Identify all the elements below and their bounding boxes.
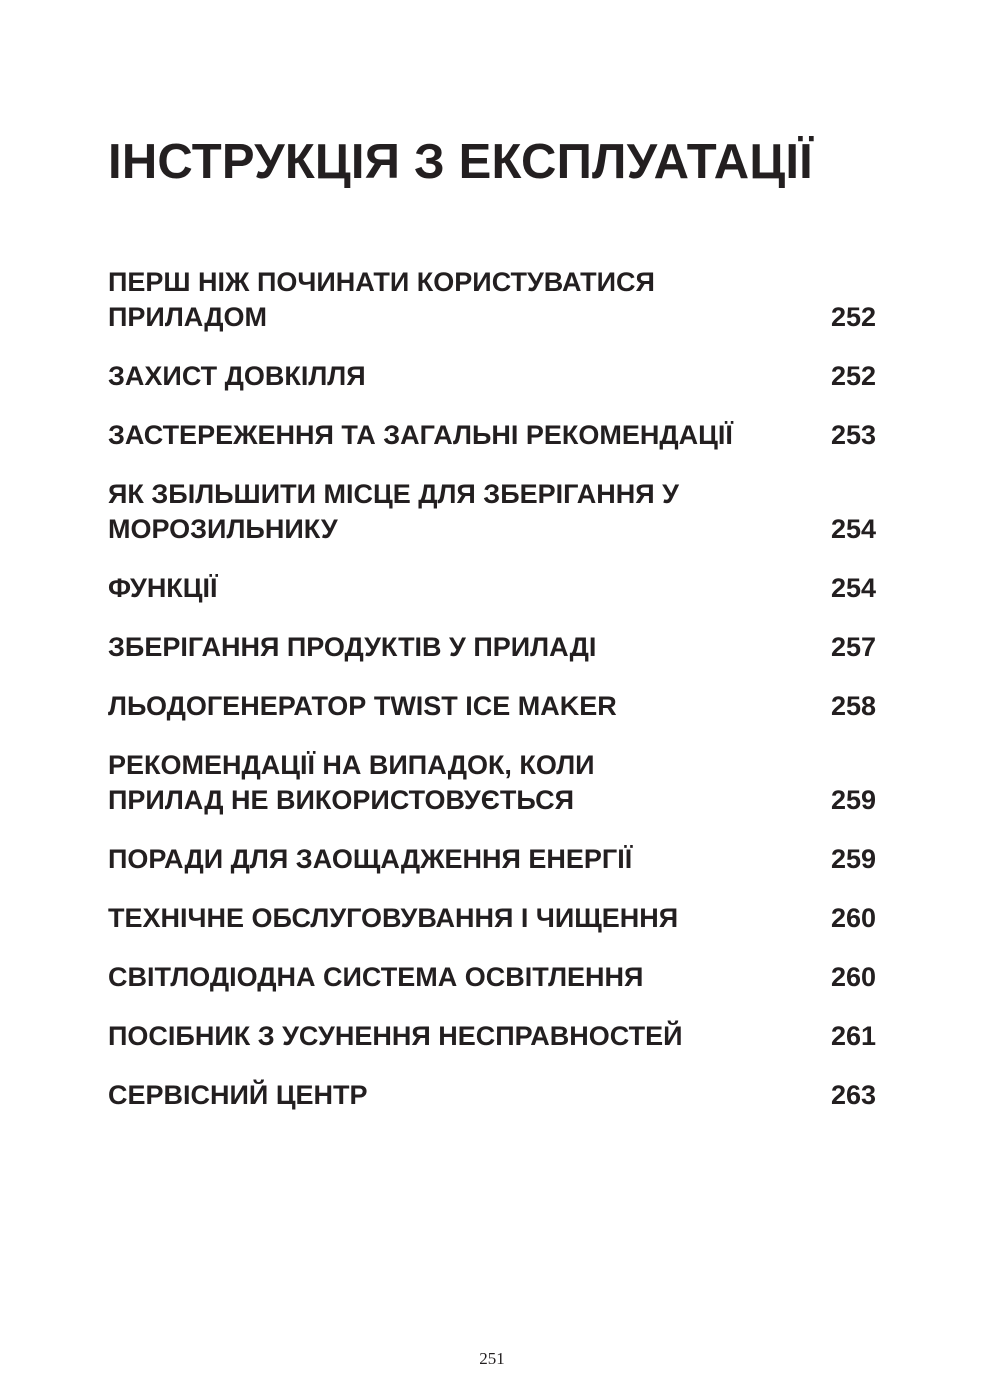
toc-entry-page: 252 (830, 302, 876, 332)
toc-entry[interactable] (108, 748, 876, 818)
toc-entry[interactable] (108, 901, 876, 936)
toc-entry-title-line: СЕРВІСНИЙ ЦЕНТР (108, 1080, 368, 1110)
toc-entry-title (108, 265, 655, 335)
toc-entry-page: 260 (830, 903, 876, 933)
toc-entry-title-line: ПОСІБНИК З УСУНЕННЯ НЕСПРАВНОСТЕЙ (108, 1021, 683, 1051)
toc-entry-title (108, 571, 217, 606)
toc-entry-title (108, 418, 733, 453)
toc-entry-page: 252 (830, 361, 876, 391)
toc-entry-title-line: ТЕХНІЧНЕ ОБСЛУГОВУВАННЯ І ЧИЩЕННЯ (108, 903, 679, 933)
toc-entry-title-line: МОРОЗИЛЬНИКУ (108, 514, 338, 544)
toc-entry-title (108, 1078, 368, 1113)
toc-entry[interactable] (108, 359, 876, 394)
toc-entry-page: 261 (830, 1021, 876, 1051)
toc-entry-page: 263 (830, 1080, 876, 1110)
toc-entry-title-line: ЗБЕРІГАННЯ ПРОДУКТІВ У ПРИЛАДІ (108, 632, 597, 662)
toc-entry[interactable] (108, 630, 876, 665)
toc-entry-title (108, 359, 366, 394)
toc-entry-title (108, 901, 678, 936)
toc-entry[interactable] (108, 842, 876, 877)
toc-entry[interactable] (108, 477, 876, 547)
toc-entry-title-line: ПОРАДИ ДЛЯ ЗАОЩАДЖЕННЯ ЕНЕРГІЇ (108, 844, 633, 874)
toc-entry-title-line: СВІТЛОДІОДНА СИСТЕМА ОСВІТЛЕННЯ (108, 962, 644, 992)
page-number: 251 (479, 1349, 505, 1368)
toc-entry-title (108, 477, 679, 547)
toc-entry[interactable] (108, 1078, 876, 1113)
toc-entry-title-line: ЛЬОДОГЕНЕРАТОР TWIST ICE MAKER (108, 691, 617, 721)
toc-entry-title (108, 960, 643, 995)
toc-entry-page: 254 (830, 514, 876, 544)
toc-entry-title-line: ЗАСТЕРЕЖЕННЯ ТА ЗАГАЛЬНІ РЕКОМЕНДАЦІЇ (108, 420, 733, 450)
toc-entry-title-line: ПЕРШ НІЖ ПОЧИНАТИ КОРИСТУВАТИСЯ (108, 267, 655, 297)
toc-entry-title (108, 842, 632, 877)
toc-entry-title-line: ЗАХИСТ ДОВКІЛЛЯ (108, 361, 366, 391)
toc-entry-title-line: ЯК ЗБІЛЬШИТИ МІСЦЕ ДЛЯ ЗБЕРІГАННЯ У (108, 479, 679, 509)
toc-entry-page: 259 (830, 844, 876, 874)
toc-entry-title-line: РЕКОМЕНДАЦІЇ НА ВИПАДОК, КОЛИ (108, 750, 595, 780)
toc-entry[interactable] (108, 571, 876, 606)
toc-entry-title (108, 748, 595, 818)
toc-entry-title (108, 1019, 683, 1054)
toc-entry-title-line: ПРИЛАДОМ (108, 302, 267, 332)
toc-entry-page: 253 (830, 420, 876, 450)
toc-entry-page: 254 (830, 573, 876, 603)
toc-entry[interactable] (108, 1019, 876, 1054)
toc-entry-title-line: ФУНКЦІЇ (108, 573, 218, 603)
toc-entry[interactable] (108, 689, 876, 724)
toc-entry-title (108, 689, 617, 724)
page-title: ІНСТРУКЦІЯ З ЕКСПЛУАТАЦІЇ (108, 135, 813, 189)
toc-entry[interactable] (108, 418, 876, 453)
table-of-contents (108, 265, 876, 1137)
toc-entry[interactable] (108, 265, 876, 335)
toc-entry-page: 259 (830, 785, 876, 815)
toc-entry-page: 258 (830, 691, 876, 721)
toc-entry-page: 257 (830, 632, 876, 662)
toc-entry-title-line: ПРИЛАД НЕ ВИКОРИСТОВУЄТЬСЯ (108, 785, 575, 815)
toc-entry-title (108, 630, 596, 665)
toc-entry-page: 260 (830, 962, 876, 992)
toc-entry[interactable] (108, 960, 876, 995)
